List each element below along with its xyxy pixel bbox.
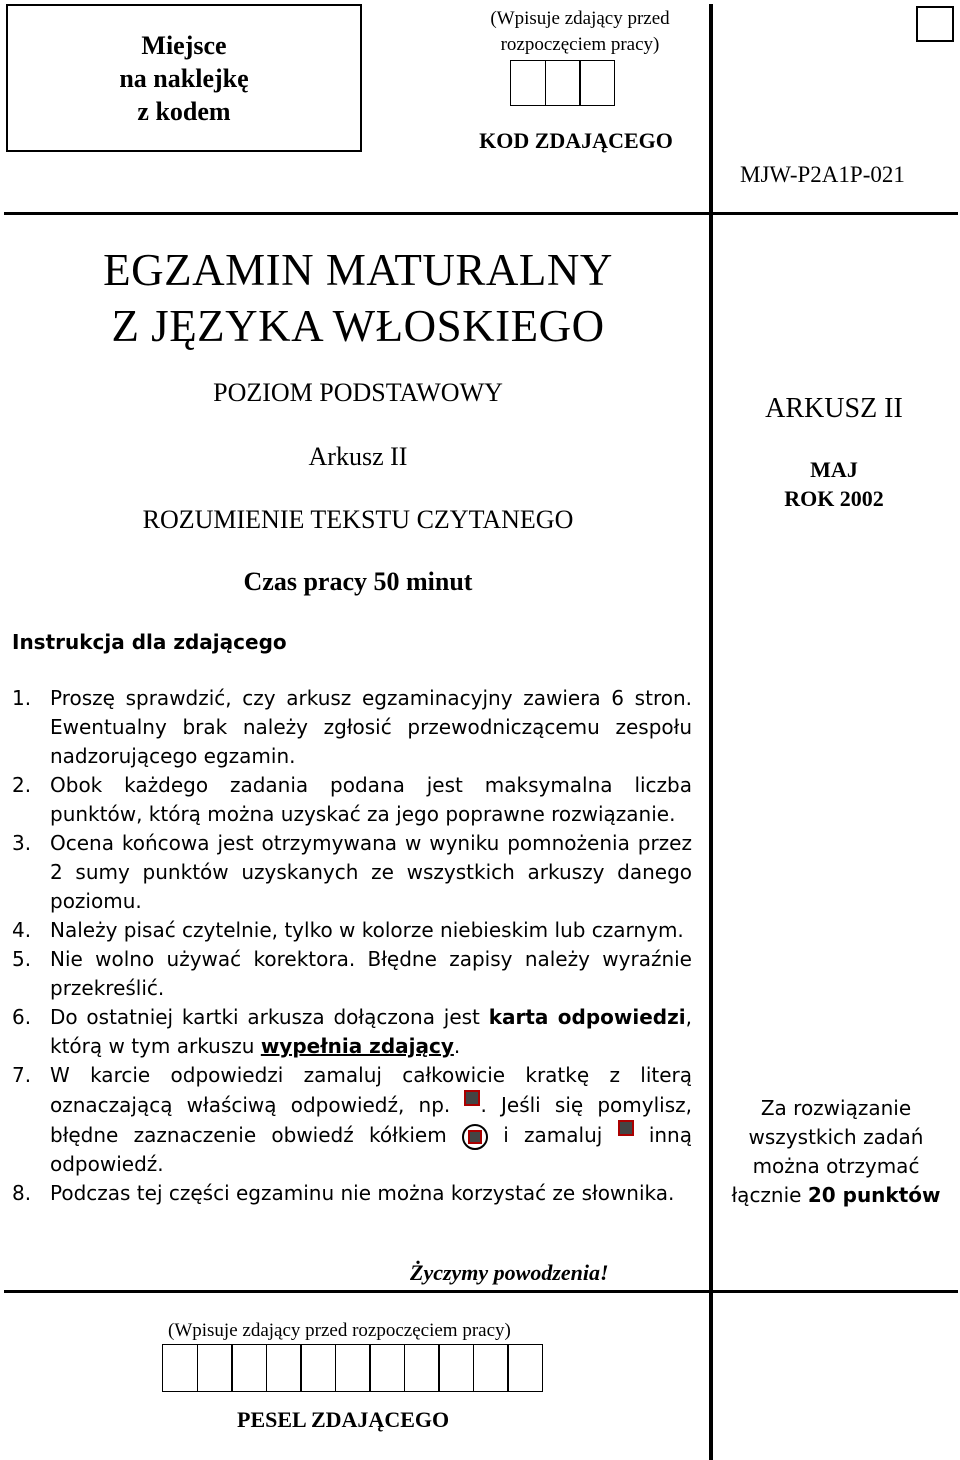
instruction-number: 8. <box>12 1181 32 1205</box>
pesel-cell[interactable] <box>369 1344 405 1392</box>
sticker-line-2: na naklejkę <box>119 63 249 93</box>
code-cell[interactable] <box>579 60 615 106</box>
instruction-number: 6. <box>12 1005 32 1029</box>
answer-card-term: karta odpowiedzi <box>488 1005 686 1029</box>
code-note-line-2: rozpoczęciem pracy) <box>500 34 660 55</box>
sheet-label: Arkusz II <box>308 442 408 471</box>
sticker-line-3: z kodem <box>137 96 231 126</box>
instruction-text: Obok każdego zadania podana jest maksymalna liczba punktów, którą można uzyskać za jego poprawne rozwiązanie. <box>50 773 692 826</box>
instruction-number: 1. <box>12 686 32 710</box>
code-note <box>440 6 720 58</box>
instruction-text: Nie wolno używać korektora. Błędne zapisy należy wyraźnie przekreślić. <box>50 947 692 1000</box>
instruction-item <box>12 1003 692 1061</box>
instruction-item <box>12 945 692 1003</box>
time-label: Czas pracy 50 minut <box>243 567 473 596</box>
code-note-line-1: (Wpisuje zdający przed <box>490 8 670 29</box>
pesel-label: PESEL ZDAJĄCEGO <box>237 1407 450 1432</box>
instruction-item <box>12 771 692 829</box>
instruction-number: 7. <box>12 1063 32 1087</box>
side-year: ROK 2002 <box>784 486 884 511</box>
instruction-text: Podczas tej części egzaminu nie można korzystać ze słownika. <box>50 1181 675 1205</box>
circled-mark-icon <box>462 1124 488 1150</box>
pesel-cell[interactable] <box>438 1344 474 1392</box>
points-info <box>720 1094 952 1210</box>
pesel-cell[interactable] <box>300 1344 336 1392</box>
pesel-cell[interactable] <box>335 1344 371 1392</box>
instruction-item <box>12 916 692 945</box>
instruction-item <box>12 1179 692 1208</box>
instruction-number: 4. <box>12 918 32 942</box>
instruction-text <box>50 1061 692 1179</box>
page-title <box>40 242 676 354</box>
instruction-item <box>12 684 692 771</box>
title-line-1: EGZAMIN MATURALNY <box>103 245 613 295</box>
points-line-4 <box>720 1181 952 1210</box>
instruction-text-part: . <box>453 1034 461 1058</box>
level-label: POZIOM PODSTAWOWY <box>213 378 503 407</box>
instructions-heading: Instrukcja dla zdającego <box>12 630 287 654</box>
code-label: KOD ZDAJĄCEGO <box>479 128 673 153</box>
instruction-text: Należy pisać czytelnie, tylko w kolorze niebieskim lub czarnym. <box>50 918 684 942</box>
instruction-text-part: W karcie odpowiedzi zamaluj całkowicie kratkę z literą oznaczającą właściwą odpowiedź, np. <box>50 1063 692 1117</box>
side-date <box>714 455 954 513</box>
pesel-cell[interactable] <box>473 1344 509 1392</box>
instruction-text-part: i zamaluj <box>487 1123 618 1147</box>
points-line-2: wszystkich zadań <box>748 1125 924 1149</box>
instruction-item <box>12 1061 692 1179</box>
footer-divider <box>4 1290 958 1293</box>
pesel-cell[interactable] <box>231 1344 267 1392</box>
title-line-2: Z JĘZYKA WŁOSKIEGO <box>111 301 605 351</box>
header-divider <box>4 212 958 215</box>
section-label: ROZUMIENIE TEKSTU CZYTANEGO <box>142 505 574 534</box>
instruction-text-part: , którą w tym arkuszu <box>50 1005 692 1058</box>
instruction-text: Ocena końcowa jest otrzymywana w wyniku pomnożenia przez 2 sumy punktów uzyskanych ze wszystkich arkuszy danego poziomu. <box>50 831 692 913</box>
answer-mark-icon <box>618 1120 634 1136</box>
sheet-code: MJW-P2A1P-021 <box>740 162 905 187</box>
instruction-number: 2. <box>12 773 32 797</box>
instruction-item <box>12 829 692 916</box>
sticker-box <box>6 4 362 152</box>
points-line-3: można otrzymać <box>752 1154 920 1178</box>
vertical-divider <box>709 4 713 1460</box>
code-cell[interactable] <box>545 60 581 106</box>
instruction-text-part: Do ostatniej kartki arkusza dołączona jest <box>50 1005 489 1029</box>
pesel-cell[interactable] <box>266 1344 302 1392</box>
instructions-list <box>12 684 692 1208</box>
points-total: 20 punktów <box>807 1183 941 1207</box>
pesel-cell[interactable] <box>162 1344 198 1392</box>
fills-in-term: wypełnia zdający <box>260 1034 454 1058</box>
corner-box[interactable] <box>916 6 954 42</box>
instruction-text-part: . Jeśli się pomylisz, błędne zaznaczenie obwiedź kółkiem <box>50 1093 693 1147</box>
instruction-number: 3. <box>12 831 32 855</box>
answer-mark-icon <box>464 1090 480 1106</box>
pesel-cell[interactable] <box>507 1344 543 1392</box>
sticker-line-1: Miejsce <box>141 30 227 60</box>
pesel-cell[interactable] <box>197 1344 233 1392</box>
good-luck-text: Życzymy powodzenia! <box>410 1260 609 1285</box>
code-cells <box>510 60 615 106</box>
pesel-note: (Wpisuje zdający przed rozpoczęciem pracy) <box>168 1320 511 1341</box>
instruction-number: 5. <box>12 947 32 971</box>
pesel-cells <box>162 1344 543 1392</box>
side-month: MAJ <box>810 457 858 482</box>
points-line-4-text: łącznie <box>731 1183 808 1207</box>
instruction-text <box>50 1003 692 1061</box>
instruction-text-part: inną odpowiedź. <box>50 1123 692 1176</box>
code-cell[interactable] <box>510 60 546 106</box>
instruction-text: Proszę sprawdzić, czy arkusz egzaminacyjny zawiera 6 stron. Ewentualny brak należy zgłosić przewodniczącemu zespołu nadzorującego egzamin. <box>50 686 692 768</box>
side-sheet-label: ARKUSZ II <box>765 393 903 424</box>
points-line-1: Za rozwiązanie <box>760 1096 912 1120</box>
pesel-cell[interactable] <box>404 1344 440 1392</box>
